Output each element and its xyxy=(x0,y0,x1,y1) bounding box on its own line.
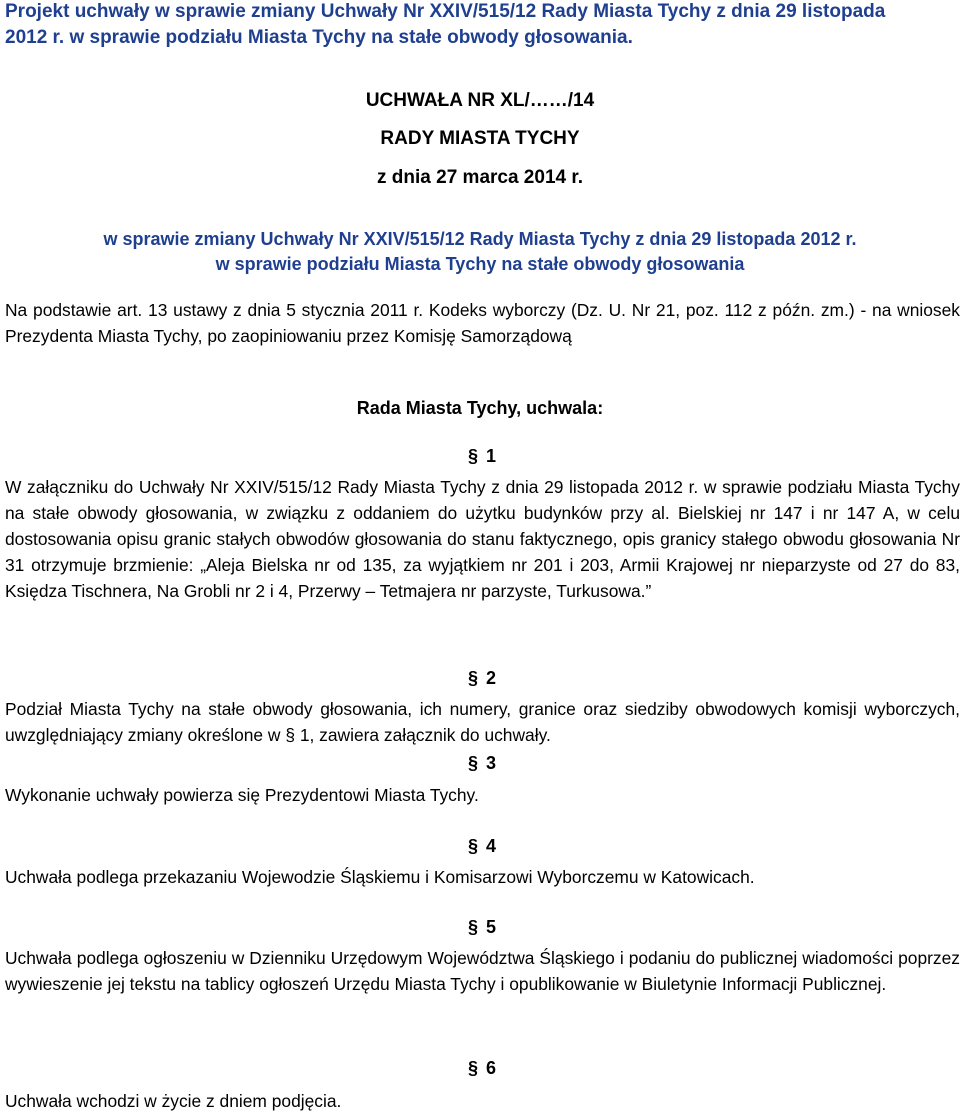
section-symbol: § xyxy=(468,917,479,937)
section-1-text: W załączniku do Uchwały Nr XXIV/515/12 Rady Miasta Tychy z dnia 29 listopada 2012 r. w sprawie podziału Miasta Tychy na stałe obwody głosowania, w związku z oddaniem do użytku budynków przy al. Bielskiej nr 147 i nr 147 A, w celu dostosowania opisu granic stałych obwodów głosowania do stanu faktycznego, opis granicy stałego obwodu głosowania Nr 31 otrzymuje brzmienie: xyxy=(5,477,960,575)
resolution-date: z dnia 27 marca 2014 r. xyxy=(377,167,583,188)
section-symbol: § xyxy=(468,446,479,466)
section-6-paragraph: Uchwała wchodzi w życie z dniem podjęcia. xyxy=(5,1091,342,1111)
section-3-paragraph: Wykonanie uchwały powierza się Prezydentowi Miasta Tychy. xyxy=(5,785,479,805)
section-symbol: § xyxy=(468,836,479,856)
subject-line-2: w sprawie podziału Miasta Tychy na stałe obwody głosowania xyxy=(215,254,745,274)
section-number: 3 xyxy=(486,753,497,773)
subject-line-1: w sprawie zmiany Uchwały Nr XXIV/515/12 Rady Miasta Tychy z dnia 29 listopada 2012 r. xyxy=(103,229,857,249)
section-1-paragraph xyxy=(5,474,960,604)
section-number: 4 xyxy=(486,836,497,856)
section-number: 6 xyxy=(486,1058,497,1078)
section-symbol: § xyxy=(468,753,479,773)
section-heading-6 xyxy=(468,1058,496,1079)
section-2-paragraph: Podział Miasta Tychy na stałe obwody głosowania, ich numery, granice oraz siedziby obwodowych komisji wyborczych, uwzględniający zmiany określone w § 1, zawiera załącznik do uchwały. xyxy=(5,699,960,745)
section-heading-1 xyxy=(468,446,496,467)
section-heading-2 xyxy=(468,668,496,689)
section-number: 1 xyxy=(486,446,497,466)
section-heading-3 xyxy=(468,753,496,774)
resolution-number: UCHWAŁA NR XL/……/14 xyxy=(365,90,595,111)
section-1-quote: „Aleja Bielska nr od 135, za wyjątkiem nr 201 i 203, Armii Krajowej nr nieparzyste od 27 do 83, Księdza Tischnera, Na Grobli nr 2 i 4, Przerwy – Tetmajera nr parzyste, Turkusowa.” xyxy=(5,555,960,601)
section-heading-4 xyxy=(468,836,496,857)
section-symbol: § xyxy=(468,668,479,688)
section-number: 2 xyxy=(486,668,497,688)
legal-basis-paragraph: Na podstawie art. 13 ustawy z dnia 5 stycznia 2011 r. Kodeks wyborczy (Dz. U. Nr 21, poz. 112 z późn. zm.) - na wniosek Prezydenta Miasta Tychy, po zaopiniowaniu przez Komisję Samorządową xyxy=(5,300,960,346)
section-5-paragraph: Uchwała podlega ogłoszeniu w Dzienniku Urzędowym Województwa Śląskiego i podaniu do publicznej wiadomości poprzez wywieszenie jej tekstu na tablicy ogłoszeń Urzędu Miasta Tychy i opublikowanie w Biuletynie Informacji Publicznej. xyxy=(5,948,960,994)
section-heading-5 xyxy=(468,917,496,938)
section-number: 5 xyxy=(486,917,497,937)
document-title-link[interactable]: Projekt uchwały w sprawie zmiany Uchwały Nr XXIV/515/12 Rady Miasta Tychy z dnia 29 listopada 2012 r. w sprawie podziału Miasta Tychy na stałe obwody głosowania. xyxy=(5,1,886,48)
resolves-heading: Rada Miasta Tychy, uchwala: xyxy=(356,398,604,418)
section-4-paragraph: Uchwała podlega przekazaniu Wojewodzie Śląskiemu i Komisarzowi Wyborczemu w Katowicach. xyxy=(5,867,755,887)
section-symbol: § xyxy=(468,1058,479,1078)
council-name: RADY MIASTA TYCHY xyxy=(380,128,580,149)
